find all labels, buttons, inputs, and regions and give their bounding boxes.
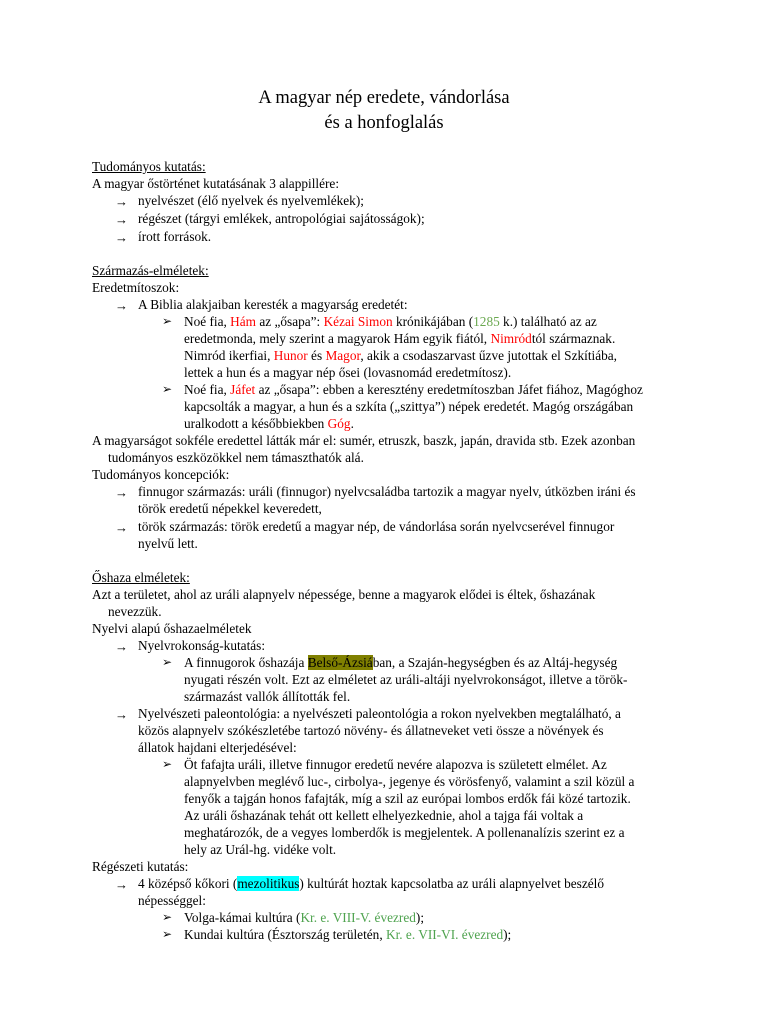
- doc-title-line1: A magyar nép eredete, vándorlása: [258, 88, 510, 108]
- volga-kama-culture: Volga-kámai kultúra (Kr. e. VIII-V. évezred);: [184, 910, 425, 925]
- doc-title-line2: és a honfoglalás: [324, 113, 444, 133]
- inner-asia-line2: nyugati részén volt. Ezt az elméletet az uráli-altáji nyelvrokonságot, illetve a török-: [184, 672, 628, 687]
- list-item: nyelvészet (élő nyelvek és nyelvemlékek);: [138, 193, 364, 208]
- arrow-icon: →: [115, 298, 128, 313]
- bullet-icon: ➢: [162, 655, 173, 669]
- ham-paragraph-line1: Noé fia, Hám az „ősapa”: Kézai Simon krónikájában (1285 k.) található az az: [184, 314, 597, 329]
- mesolithic-line2: népességgel:: [138, 893, 206, 908]
- inner-asia-line3: származást vallók állították fel.: [184, 689, 351, 704]
- arrow-icon: →: [115, 194, 128, 209]
- tree-theory-line5: meghatározók, de a vegyes lomberdők is megjelentek. A pollenanalízis szerint ez a: [184, 825, 625, 840]
- archaeology-label: Régészeti kutatás:: [92, 859, 189, 874]
- arrow-icon: →: [115, 212, 128, 227]
- paleontology-line2: közös alapnyelv szókészletébe tartozó növény- és állatneveket veti össze a növények és: [138, 723, 604, 738]
- inner-asia-line1: A finnugorok őshazája Belső-Ázsiában, a Szaján-hegységben és az Altáj-hegység: [184, 655, 618, 670]
- arrow-icon: →: [115, 639, 128, 654]
- jafet-paragraph-line2: kapcsolták a magyar, a hun és a szkíta („szittya”) népek eredetét. Magóg országában: [184, 399, 634, 414]
- section-heading-origin-theories: Származás-elméletek:: [92, 263, 209, 278]
- origin-myths-label: Eredetmítoszok:: [92, 280, 180, 295]
- linguistic-theories-label: Nyelvi alapú őshazaelméletek: [92, 621, 252, 636]
- bullet-icon: ➢: [162, 382, 173, 396]
- arrow-icon: →: [115, 485, 128, 500]
- paleontology-line1: Nyelvészeti paleontológia: a nyelvészeti paleontológia a rokon nyelvekben megtalálható, a: [138, 706, 621, 721]
- scientific-concepts-label: Tudományos koncepciók:: [92, 467, 230, 482]
- bullet-icon: ➢: [162, 910, 173, 924]
- tree-theory-line6: hely az Urál-hg. vidéke volt.: [184, 842, 337, 857]
- mesolithic-line1: 4 középső kőkori (mezolitikus) kultúrát hoztak kapcsolatba az uráli alapnyelvet beszélő: [138, 876, 604, 891]
- bullet-icon: ➢: [162, 927, 173, 941]
- section-heading-homeland: Őshaza elméletek:: [92, 570, 190, 585]
- jafet-paragraph-line1: Noé fia, Jáfet az „ősapa”: ebben a keresztény eredetmítoszban Jáfet fiához, Magóghoz: [184, 382, 643, 397]
- origins-paragraph-line1: A magyarságot sokféle eredettel látták már el: sumér, etruszk, baszk, japán, dravida stb. Ezek azonban: [92, 433, 636, 448]
- tree-theory-line4: Az uráli őshazának tehát ott kellett elhelyezkednie, ahol a tajga fái voltak a: [184, 808, 584, 823]
- ham-paragraph-line3: Nimród ikerfiai, Hunor és Magor, akik a csodaszarvast űzve jutottak el Szkítiába,: [184, 348, 617, 363]
- ham-paragraph-line4: lettek a hun és a magyar nép ősei (lovasnomád eredetmítosz).: [184, 365, 512, 380]
- tree-theory-line2: alapnyelvben meglévő luc-, cirbolya-, jegenye és vörösfenyő, valamint a szil közül a: [184, 774, 635, 789]
- homeland-def-line2: nevezzük.: [108, 604, 162, 619]
- arrow-icon: →: [115, 520, 128, 535]
- finnugor-concept-line1: finnugor származás: uráli (finnugor) nyelvcsaládba tartozik a magyar nyelv, útközben iráni és: [138, 484, 636, 499]
- bible-line: A Biblia alakjaiban keresték a magyarság eredetét:: [138, 297, 408, 312]
- research-intro: A magyar őstörténet kutatásának 3 alappillére:: [92, 176, 340, 191]
- turkic-concept-line2: nyelvű lett.: [138, 536, 198, 551]
- tree-theory-line3: fenyők a tajgán honos fafajták, míg a szil az európai lombos erdők fái közé tartozik.: [184, 791, 631, 806]
- section-heading-research: Tudományos kutatás:: [92, 159, 206, 174]
- bullet-icon: ➢: [162, 757, 173, 771]
- turkic-concept-line1: török származás: török eredetű a magyar nép, de vándorlása során nyelvcserével finnugor: [138, 519, 615, 534]
- arrow-icon: →: [115, 230, 128, 245]
- ham-paragraph-line2: eredetmonda, mely szerint a magyarok Hám egyik fiától, Nimródtól származnak.: [184, 331, 616, 346]
- arrow-icon: →: [115, 707, 128, 722]
- bullet-icon: ➢: [162, 314, 173, 328]
- tree-theory-line1: Öt fafajta uráli, illetve finnugor eredetű nevére alapozva is született elmélet. Az: [184, 757, 607, 772]
- kinship-research-label: Nyelvrokonság-kutatás:: [138, 638, 266, 653]
- paleontology-line3: állatok hajdani elterjedésével:: [138, 740, 297, 755]
- origins-paragraph-line2: tudományos eszközökkel nem támaszthatók alá.: [108, 450, 364, 465]
- homeland-def-line1: Azt a területet, ahol az uráli alapnyelv népessége, benne a magyarok elődei is éltek, őshazának: [92, 587, 596, 602]
- kunda-culture: Kundai kultúra (Észtország területén, Kr. e. VII-VI. évezred);: [184, 927, 512, 942]
- arrow-icon: →: [115, 877, 128, 892]
- jafet-paragraph-line3: uralkodott a későbbiekben Góg.: [184, 416, 354, 431]
- list-item: régészet (tárgyi emlékek, antropológiai sajátosságok);: [138, 211, 425, 226]
- list-item: írott források.: [138, 229, 212, 244]
- finnugor-concept-line2: török eredetű népekkel keveredett,: [138, 501, 322, 516]
